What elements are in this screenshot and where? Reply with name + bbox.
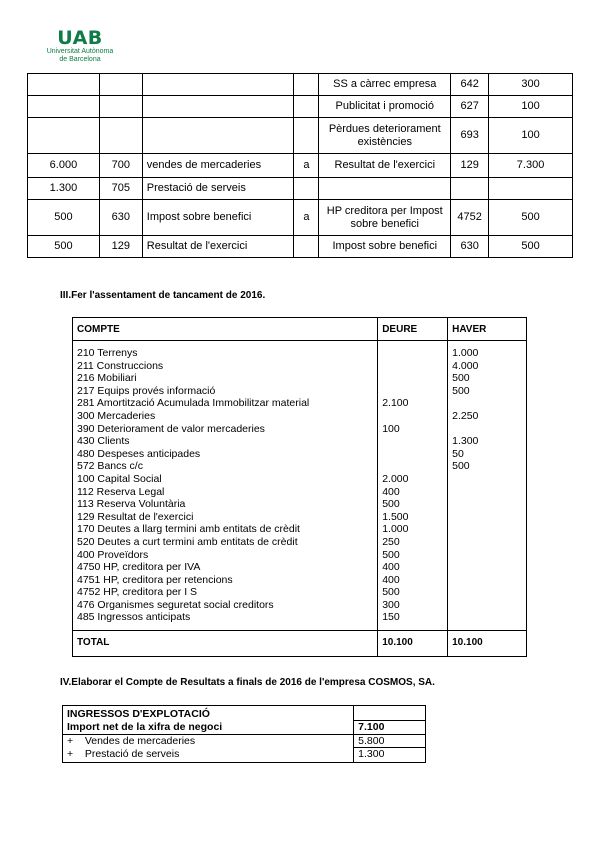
total-deure: 10.100 — [378, 631, 448, 657]
debit-account: 630 — [99, 200, 142, 236]
credit-amount: 500 — [489, 200, 573, 236]
section-3-heading: III.Fer l'assentament de tancament de 2016. — [60, 290, 266, 301]
account-name: 211 Construccions — [73, 360, 378, 373]
logo-mark: UAB — [57, 27, 103, 49]
item-label: Prestació de serveis — [84, 747, 180, 760]
header-compte: COMPTE — [73, 318, 378, 341]
credit-concept: Impost sobre benefici — [319, 236, 451, 258]
haver-value — [448, 586, 527, 599]
closing-row — [73, 397, 527, 410]
closing-row — [73, 574, 527, 587]
closing-row — [73, 586, 527, 599]
results-item — [63, 734, 426, 748]
to-marker — [294, 96, 319, 118]
credit-concept: HP creditora per Impost sobre benefici — [319, 200, 451, 236]
results-title: INGRESSOS D'EXPLOTACIÓ — [63, 706, 354, 721]
debit-concept — [142, 96, 294, 118]
deure-value: 2.100 — [378, 397, 448, 410]
debit-concept: Resultat de l'exercici — [142, 236, 294, 258]
credit-concept: Pèrdues deteriorament existències — [319, 118, 451, 154]
journal-row — [28, 74, 573, 96]
account-name: 520 Deutes a curt termini amb entitats de crèdit — [73, 536, 378, 549]
account-name: 129 Resultat de l'exercici — [73, 511, 378, 524]
credit-account — [451, 178, 489, 200]
credit-amount: 7.300 — [489, 154, 573, 178]
debit-amount — [28, 96, 100, 118]
item-value: 1.300 — [354, 748, 426, 763]
debit-account: 700 — [99, 154, 142, 178]
credit-concept: Publicitat i promoció — [319, 96, 451, 118]
bullet: + — [67, 747, 74, 760]
logo-line1: Universitat Autònoma — [46, 48, 114, 55]
debit-account: 129 — [99, 236, 142, 258]
debit-concept: Impost sobre benefici — [142, 200, 294, 236]
deure-value — [378, 460, 448, 473]
to-marker: a — [294, 154, 319, 178]
deure-value: 100 — [378, 423, 448, 436]
account-name: 485 Ingressos anticipats — [73, 611, 378, 630]
closing-row — [73, 341, 527, 360]
haver-value — [448, 511, 527, 524]
debit-amount: 6.000 — [28, 154, 100, 178]
credit-account: 129 — [451, 154, 489, 178]
debit-concept: Prestació de serveis — [142, 178, 294, 200]
account-name: 100 Capital Social — [73, 473, 378, 486]
haver-value — [448, 599, 527, 612]
to-marker — [294, 178, 319, 200]
closing-row — [73, 435, 527, 448]
journal-row — [28, 154, 573, 178]
total-row — [73, 631, 527, 657]
closing-row — [73, 385, 527, 398]
closing-row — [73, 511, 527, 524]
header-deure: DEURE — [378, 318, 448, 341]
journal-entries-table — [27, 73, 573, 258]
debit-amount: 500 — [28, 236, 100, 258]
net-label: Import net de la xifra de negoci — [63, 721, 354, 735]
account-name: 4752 HP, creditora per I S — [73, 586, 378, 599]
uab-logo — [34, 28, 126, 64]
debit-concept — [142, 118, 294, 154]
logo-line2: de Barcelona — [59, 56, 101, 63]
journal-row — [28, 178, 573, 200]
account-name: 170 Deutes a llarg termini amb entitats de crèdit — [73, 523, 378, 536]
haver-value — [448, 574, 527, 587]
deure-value: 150 — [378, 611, 448, 630]
closing-row — [73, 523, 527, 536]
debit-account — [99, 118, 142, 154]
account-name: 572 Bancs c/c — [73, 460, 378, 473]
closing-row — [73, 486, 527, 499]
credit-amount: 100 — [489, 96, 573, 118]
credit-concept: SS a càrrec empresa — [319, 74, 451, 96]
account-name: 476 Organismes seguretat social creditors — [73, 599, 378, 612]
net-value: 7.100 — [354, 721, 426, 735]
deure-value: 250 — [378, 536, 448, 549]
deure-value: 1.000 — [378, 523, 448, 536]
closing-row — [73, 372, 527, 385]
deure-value: 400 — [378, 561, 448, 574]
account-name: 4751 HP, creditora per retencions — [73, 574, 378, 587]
haver-value: 500 — [448, 385, 527, 398]
account-name: 480 Despeses anticipades — [73, 448, 378, 461]
deure-value: 1.500 — [378, 511, 448, 524]
debit-amount: 1.300 — [28, 178, 100, 200]
section-4-heading: IV.Elaborar el Compte de Resultats a finals de 2016 de l'empresa COSMOS, SA. — [60, 677, 435, 688]
account-name: 4750 HP, creditora per IVA — [73, 561, 378, 574]
results-table — [62, 705, 426, 763]
closing-row — [73, 561, 527, 574]
deure-value — [378, 341, 448, 360]
journal-row — [28, 96, 573, 118]
deure-value: 400 — [378, 486, 448, 499]
closing-row — [73, 473, 527, 486]
closing-entry-table — [72, 317, 527, 657]
debit-concept: vendes de mercaderies — [142, 154, 294, 178]
haver-value — [448, 397, 527, 410]
haver-value — [448, 423, 527, 436]
account-name: 390 Deteriorament de valor mercaderies — [73, 423, 378, 436]
debit-account — [99, 96, 142, 118]
haver-value: 500 — [448, 372, 527, 385]
deure-value: 2.000 — [378, 473, 448, 486]
haver-value — [448, 523, 527, 536]
closing-row — [73, 611, 527, 630]
closing-row — [73, 599, 527, 612]
account-name: 216 Mobiliari — [73, 372, 378, 385]
haver-value — [448, 536, 527, 549]
credit-concept: Resultat de l'exercici — [319, 154, 451, 178]
account-name: 210 Terrenys — [73, 341, 378, 360]
closing-row — [73, 448, 527, 461]
closing-row — [73, 549, 527, 562]
haver-value: 4.000 — [448, 360, 527, 373]
deure-value — [378, 372, 448, 385]
credit-concept — [319, 178, 451, 200]
debit-amount — [28, 118, 100, 154]
item-value: 5.800 — [354, 734, 426, 748]
credit-account: 630 — [451, 236, 489, 258]
deure-value — [378, 360, 448, 373]
haver-value — [448, 611, 527, 630]
debit-account: 705 — [99, 178, 142, 200]
haver-value: 1.000 — [448, 341, 527, 360]
item-label: Vendes de mercaderies — [84, 734, 196, 747]
deure-value: 400 — [378, 574, 448, 587]
debit-amount — [28, 74, 100, 96]
debit-concept — [142, 74, 294, 96]
to-marker — [294, 118, 319, 154]
deure-value — [378, 385, 448, 398]
journal-row — [28, 200, 573, 236]
account-name: 430 Clients — [73, 435, 378, 448]
deure-value: 300 — [378, 599, 448, 612]
closing-row — [73, 536, 527, 549]
account-name: 281 Amortització Acumulada Immobilitzar material — [73, 397, 378, 410]
credit-amount — [489, 178, 573, 200]
haver-value — [448, 486, 527, 499]
closing-row — [73, 410, 527, 423]
results-item — [63, 748, 426, 763]
haver-value — [448, 498, 527, 511]
credit-account: 642 — [451, 74, 489, 96]
deure-value: 500 — [378, 586, 448, 599]
deure-value — [378, 410, 448, 423]
total-haver: 10.100 — [448, 631, 527, 657]
total-label: TOTAL — [73, 631, 378, 657]
haver-value: 2.250 — [448, 410, 527, 423]
haver-value — [448, 561, 527, 574]
account-name: 217 Equips provés informació — [73, 385, 378, 398]
debit-account — [99, 74, 142, 96]
closing-row — [73, 423, 527, 436]
deure-value: 500 — [378, 498, 448, 511]
credit-account: 693 — [451, 118, 489, 154]
closing-row — [73, 498, 527, 511]
deure-value: 500 — [378, 549, 448, 562]
account-name: 113 Reserva Voluntària — [73, 498, 378, 511]
haver-value: 500 — [448, 460, 527, 473]
debit-amount: 500 — [28, 200, 100, 236]
credit-amount: 500 — [489, 236, 573, 258]
journal-row — [28, 236, 573, 258]
haver-value — [448, 549, 527, 562]
closing-row — [73, 360, 527, 373]
haver-value: 50 — [448, 448, 527, 461]
header-haver: HAVER — [448, 318, 527, 341]
bullet: + — [67, 734, 74, 747]
credit-account: 627 — [451, 96, 489, 118]
account-name: 112 Reserva Legal — [73, 486, 378, 499]
haver-value: 1.300 — [448, 435, 527, 448]
to-marker — [294, 236, 319, 258]
credit-amount: 300 — [489, 74, 573, 96]
credit-account: 4752 — [451, 200, 489, 236]
account-name: 300 Mercaderies — [73, 410, 378, 423]
account-name: 400 Proveïdors — [73, 549, 378, 562]
to-marker: a — [294, 200, 319, 236]
journal-row — [28, 118, 573, 154]
to-marker — [294, 74, 319, 96]
haver-value — [448, 473, 527, 486]
deure-value — [378, 435, 448, 448]
closing-row — [73, 460, 527, 473]
deure-value — [378, 448, 448, 461]
credit-amount: 100 — [489, 118, 573, 154]
